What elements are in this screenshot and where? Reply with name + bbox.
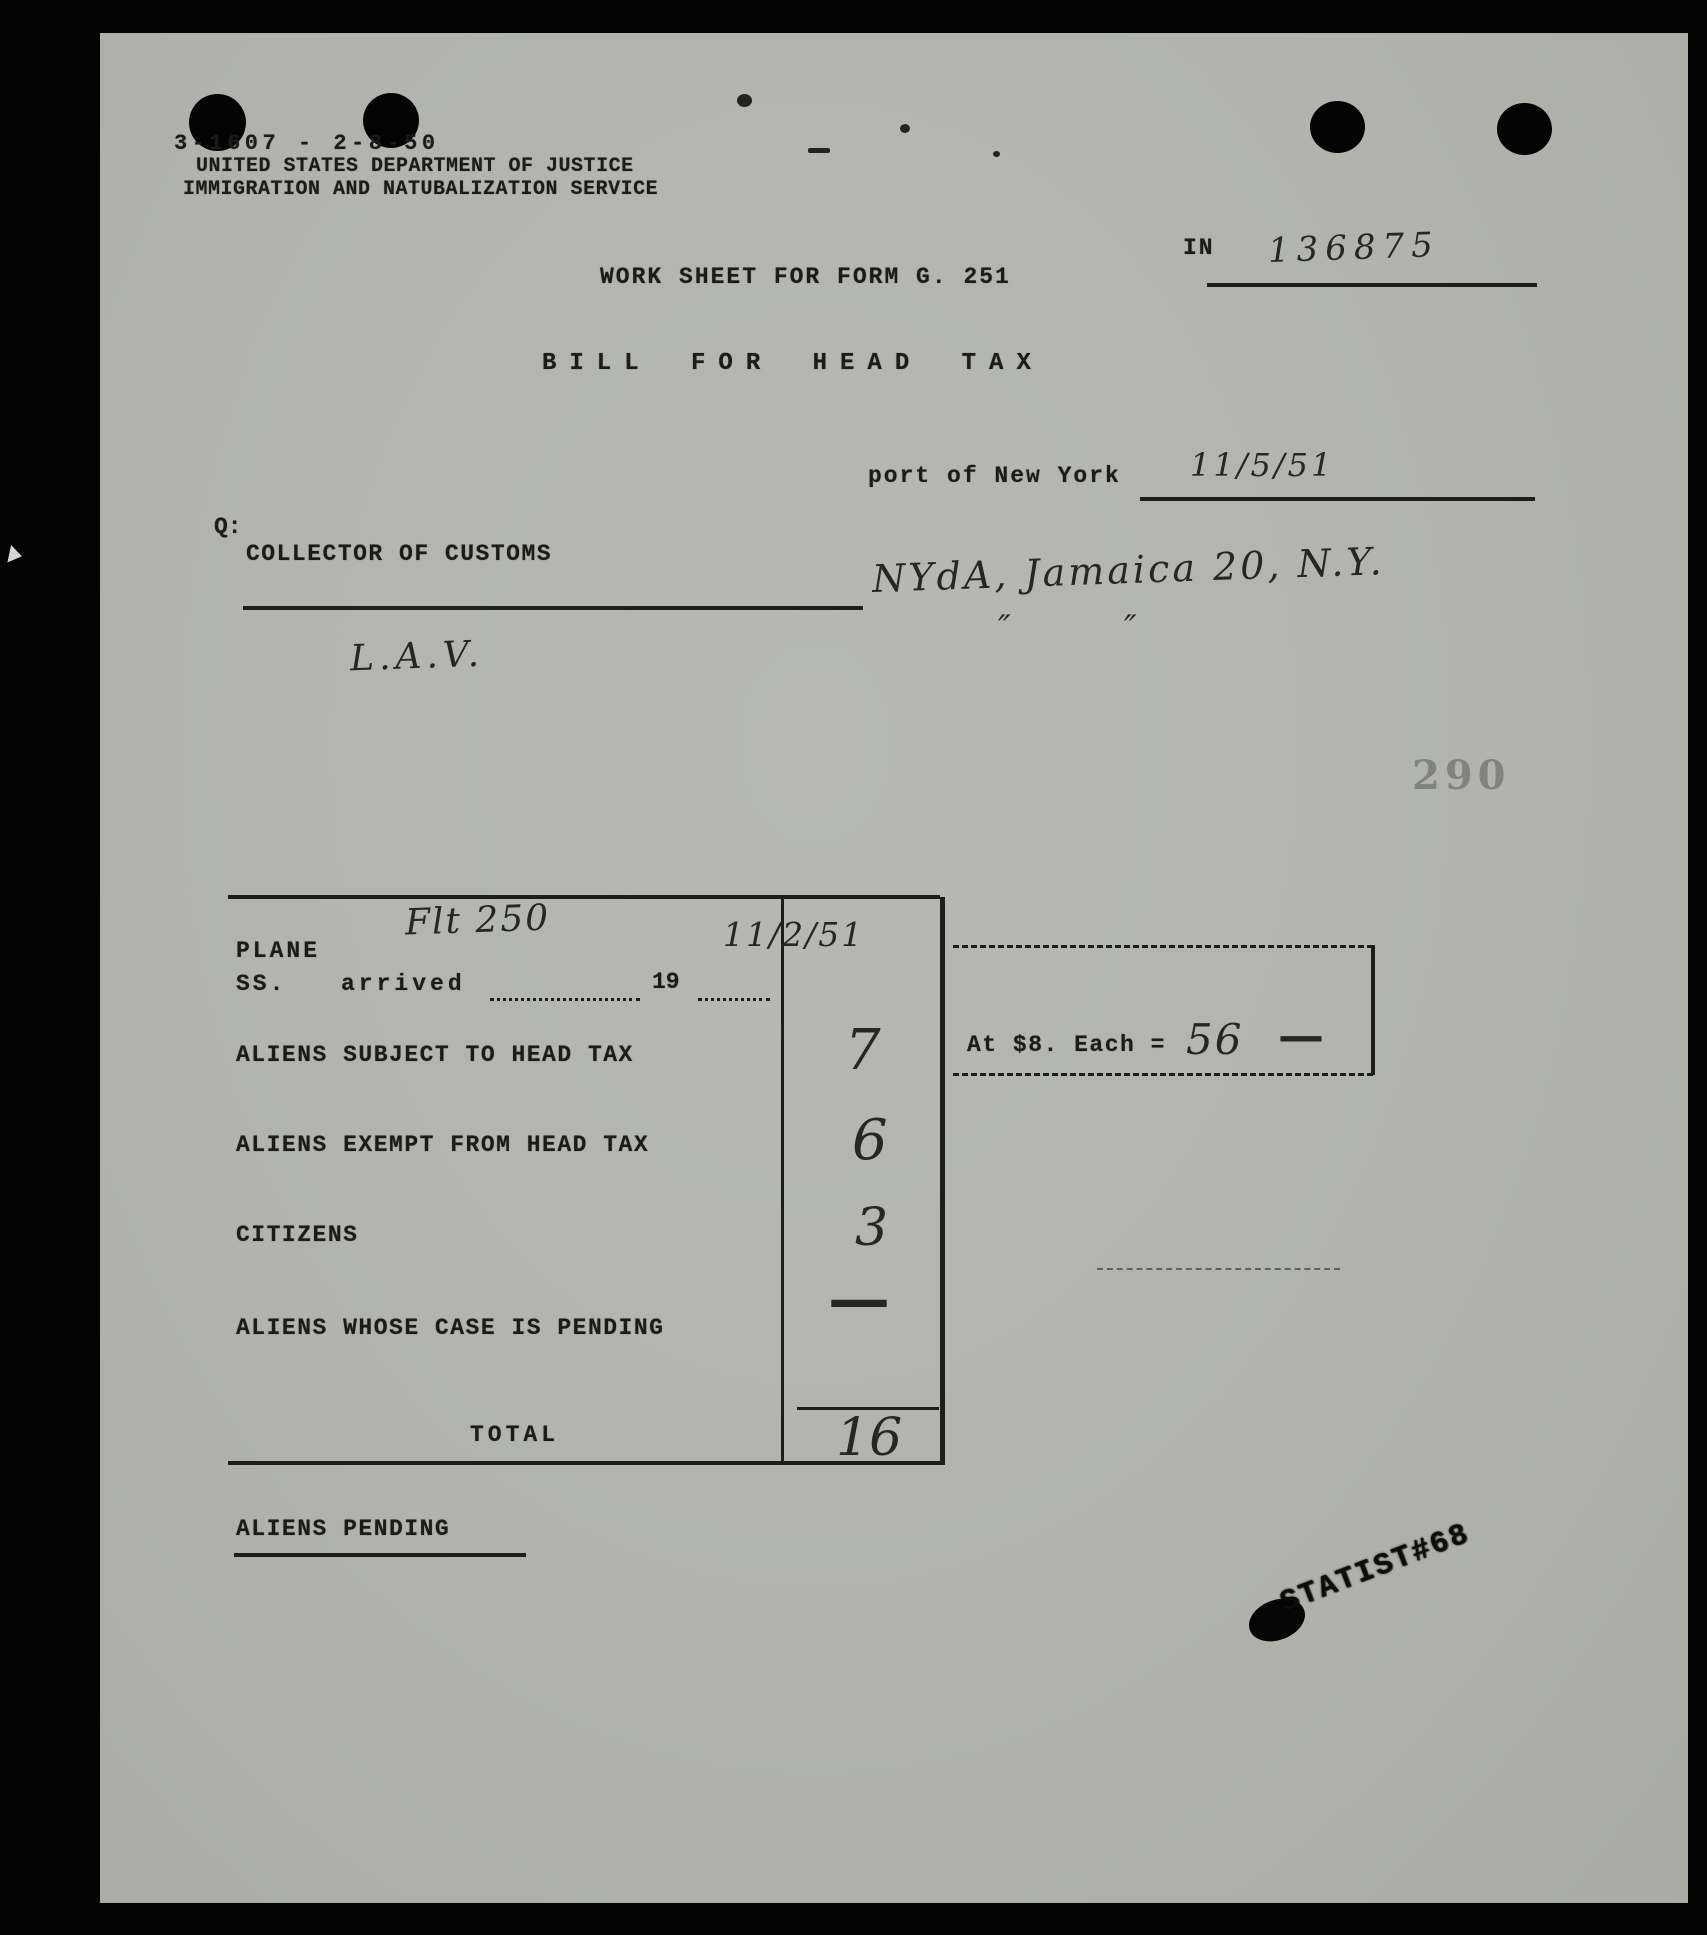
port-label: port of New York (868, 463, 1121, 489)
port-date-underline (1140, 497, 1535, 501)
agency-name-line1: UNITED STATES DEPARTMENT OF JUSTICE (196, 155, 634, 178)
in-number-underline (1207, 283, 1537, 287)
row-label-pending: ALIENS WHOSE CASE IS PENDING (236, 1315, 665, 1341)
statistics-stamp: STATIST#68 (1275, 1517, 1475, 1621)
ink-speck (900, 124, 910, 133)
ink-speck (808, 148, 830, 153)
agency-name-line2: IMMIGRATION AND NATUBALIZATION SERVICE (183, 178, 659, 201)
punch-hole (1497, 103, 1552, 155)
arrived-blank-line (490, 998, 640, 1001)
total-count: 16 (836, 1408, 903, 1468)
aliens-pending-underline (234, 1553, 526, 1557)
flight-date-handwritten: 11/2/51 (723, 915, 865, 954)
year-prefix: 19 (652, 969, 680, 995)
row-label-exempt: ALIENS EXEMPT FROM HEAD TAX (236, 1132, 650, 1158)
ditto-mark: ″ (1124, 608, 1137, 648)
row-count-exempt: 6 (852, 1108, 888, 1173)
q-label: Q: (214, 514, 242, 540)
faint-dotted-line (1097, 1268, 1340, 1270)
port-date-handwritten: 11/5/51 (1190, 446, 1335, 484)
collector-label: COLLECTOR OF CUSTOMS (246, 541, 553, 567)
billing-box-top (953, 945, 1373, 948)
address-handwritten: NYdA, Jamaica 20, N.Y. (871, 539, 1386, 601)
form-number: 3-1607 - 2-8-50 (174, 131, 440, 156)
punch-hole (1310, 101, 1365, 153)
scan-artifact-mark (7, 545, 23, 565)
total-label: TOTAL (470, 1422, 560, 1448)
ss-label: SS. (236, 971, 287, 997)
arrived-label: arrived (341, 971, 466, 997)
row-count-citizens: 3 (855, 1198, 889, 1258)
carrier-handwritten: L.A.V. (349, 633, 485, 680)
table-border-top (228, 895, 940, 899)
row-count-subject: 7 (845, 1018, 881, 1083)
bill-title: BILL FOR HEAD TAX (542, 350, 1044, 377)
aliens-pending-label: ALIENS PENDING (236, 1516, 451, 1542)
ink-speck (737, 94, 752, 107)
paper-sheet (100, 33, 1688, 1903)
in-number-handwritten: 136875 (1267, 225, 1441, 271)
billing-amount-handwritten: 56 (1186, 1015, 1244, 1064)
row-label-subject: ALIENS SUBJECT TO HEAD TAX (236, 1042, 634, 1068)
addressee-underline (243, 606, 863, 610)
row-label-citizens: CITIZENS (236, 1222, 359, 1248)
year-blank-line (698, 998, 770, 1001)
worksheet-title: WORK SHEET FOR FORM G. 251 (600, 264, 1011, 290)
page-number-stamp: 290 (1412, 752, 1511, 799)
billing-box-right (1371, 945, 1375, 1075)
table-divider-inner (781, 897, 784, 1465)
rate-label: At $8. Each = (967, 1032, 1166, 1058)
row-count-pending: — (828, 1262, 890, 1335)
billing-amount-dash: — (1278, 1008, 1324, 1062)
ink-speck (993, 151, 1000, 157)
table-divider-outer (940, 897, 945, 1461)
billing-box-bottom (953, 1073, 1373, 1076)
in-label: IN (1183, 235, 1215, 261)
ditto-mark: ″ (998, 608, 1011, 648)
plane-label: PLANE (236, 938, 321, 964)
flight-entry-handwritten: Flt 250 (404, 897, 551, 944)
